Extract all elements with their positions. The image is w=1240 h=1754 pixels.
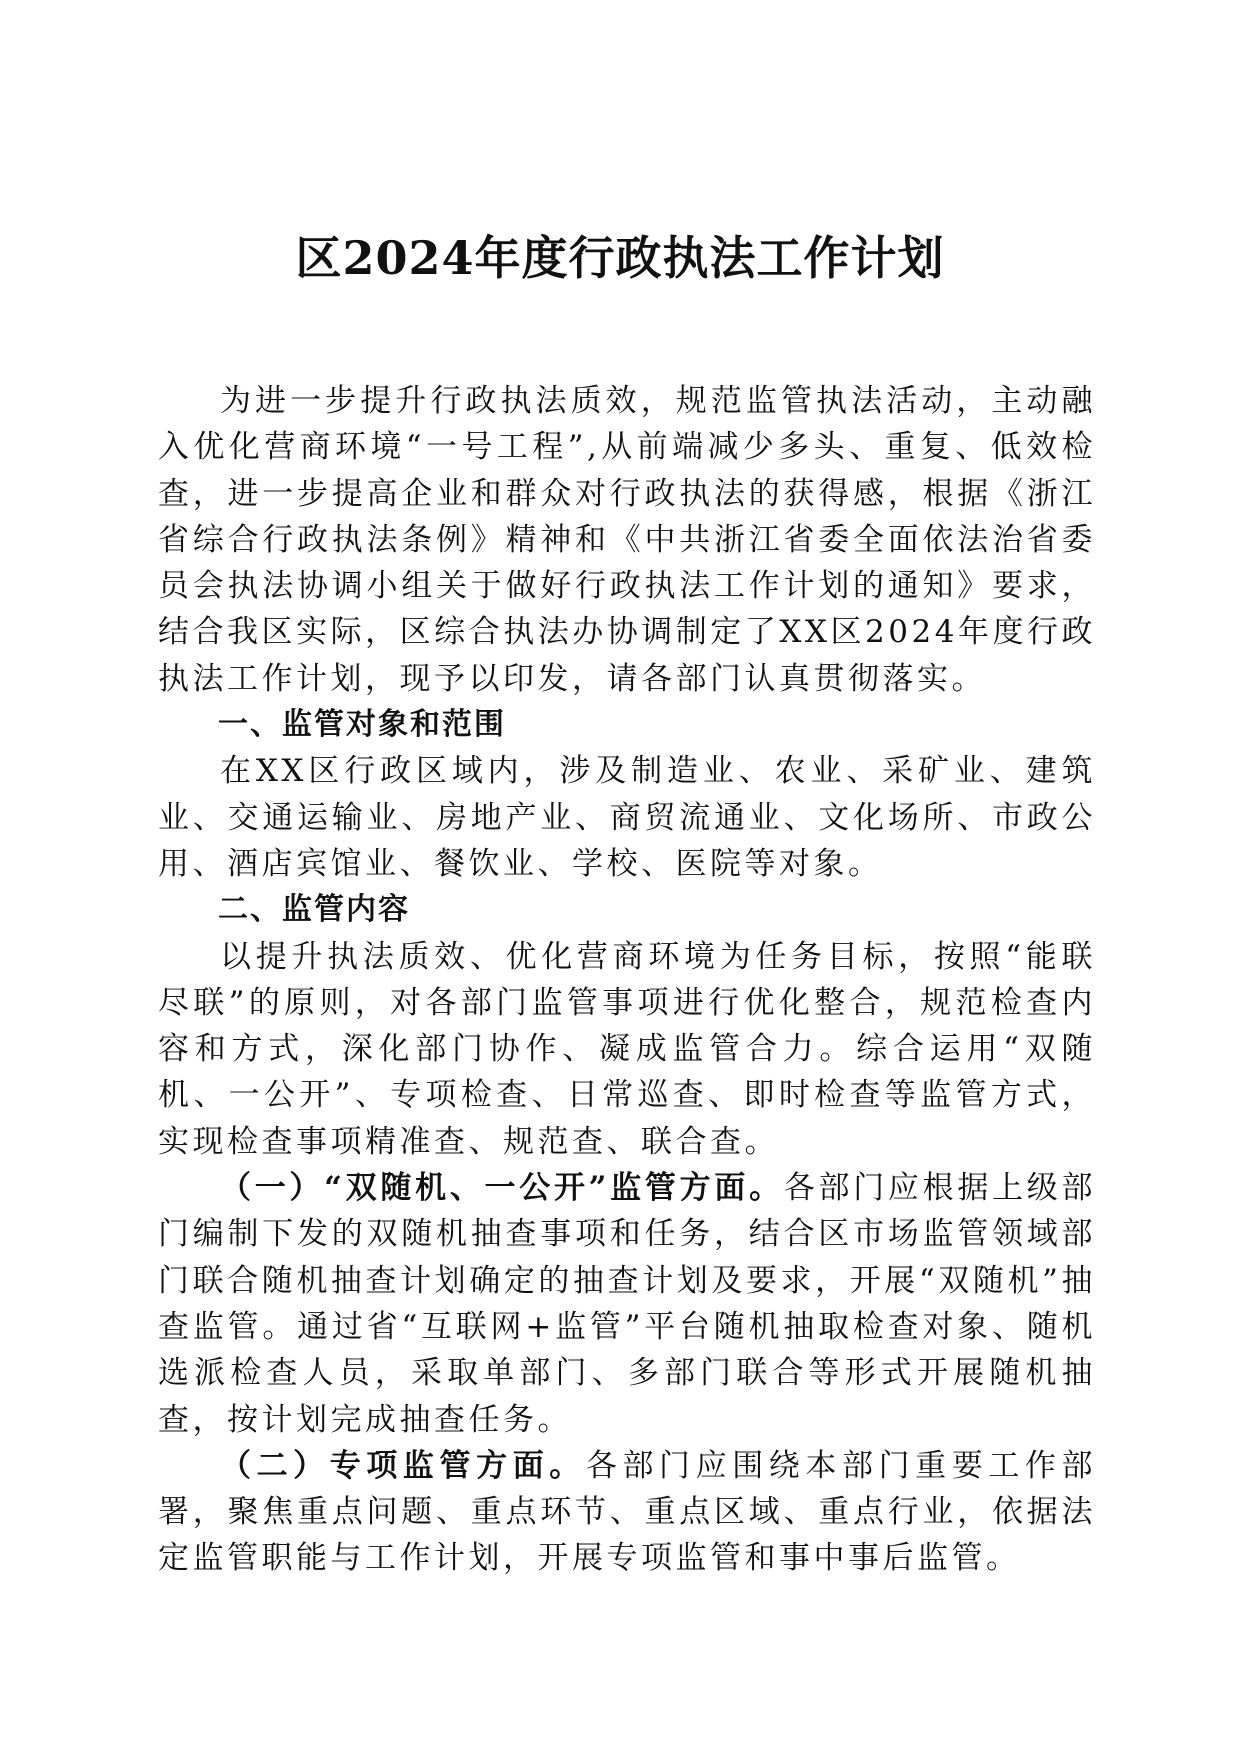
section-heading-1: 一、监管对象和范围 [218, 707, 506, 743]
intro-paragraph: 为进一步提升行政执法质效，规范监管执法活动，主动融入优化营商环境“一号工程”,从前端减少多头、重复、低效检查，进一步提高企业和群众对行政执法的获得感，根据《浙江省综合行政执法条例》精神和《中共浙江省委全面依法治省委员会执法协调小组关于做好行政执法工作计划的通知》要求，结合我区实际，区综合执法办协调制定了XX区2024年度行政执法工作计划，现予以印发，请各部门认真贯彻落实。 [158, 383, 1096, 697]
subsection-1-heading: （一）“双随机、一公开”监管方面。 [220, 1170, 784, 1207]
document-body [158, 378, 1096, 1582]
document-title: 区2024年度行政执法工作计划 [295, 231, 945, 285]
subsection-2-text: 各部门应围绕本部门重要工作部署，聚焦重点问题、重点环节、重点区域、重点行业，依据法定监管职能与工作计划，开展专项监管和事中事后监管。 [158, 1447, 1097, 1577]
subsection-2-paragraph [158, 1443, 1096, 1582]
subsection-1-text: 各部门应根据上级部门编制下发的双随机抽查事项和任务，结合区市场监管领域部门联合随机抽查计划确定的抽查计划及要求，开展“双随机”抽查监管。通过省“互联网+监管”平台随机抽取检查对象、随机选派检查人员，采取单部门、多部门联合等形式开展随机抽查，按计划完成抽查任务。 [158, 1170, 1097, 1438]
section-1-paragraph: 在XX区行政区域内，涉及制造业、农业、采矿业、建筑业、交通运输业、房地产业、商贸流通业、文化场所、市政公用、酒店宾馆业、餐饮业、学校、医院等对象。 [158, 753, 1096, 882]
section-2-paragraph: 以提升执法质效、优化营商环境为任务目标，按照“能联尽联”的原则，对各部门监管事项进行优化整合，规范检查内容和方式，深化部门协作、凝成监管合力。综合运用“双随机、一公开”、专项检查、日常巡查、即时检查等监管方式，实现检查事项精准查、规范查、联合查。 [158, 938, 1096, 1160]
subsection-2-heading: （二）专项监管方面。 [220, 1447, 586, 1484]
section-heading-2: 二、监管内容 [218, 892, 410, 928]
subsection-1-paragraph [158, 1165, 1096, 1443]
